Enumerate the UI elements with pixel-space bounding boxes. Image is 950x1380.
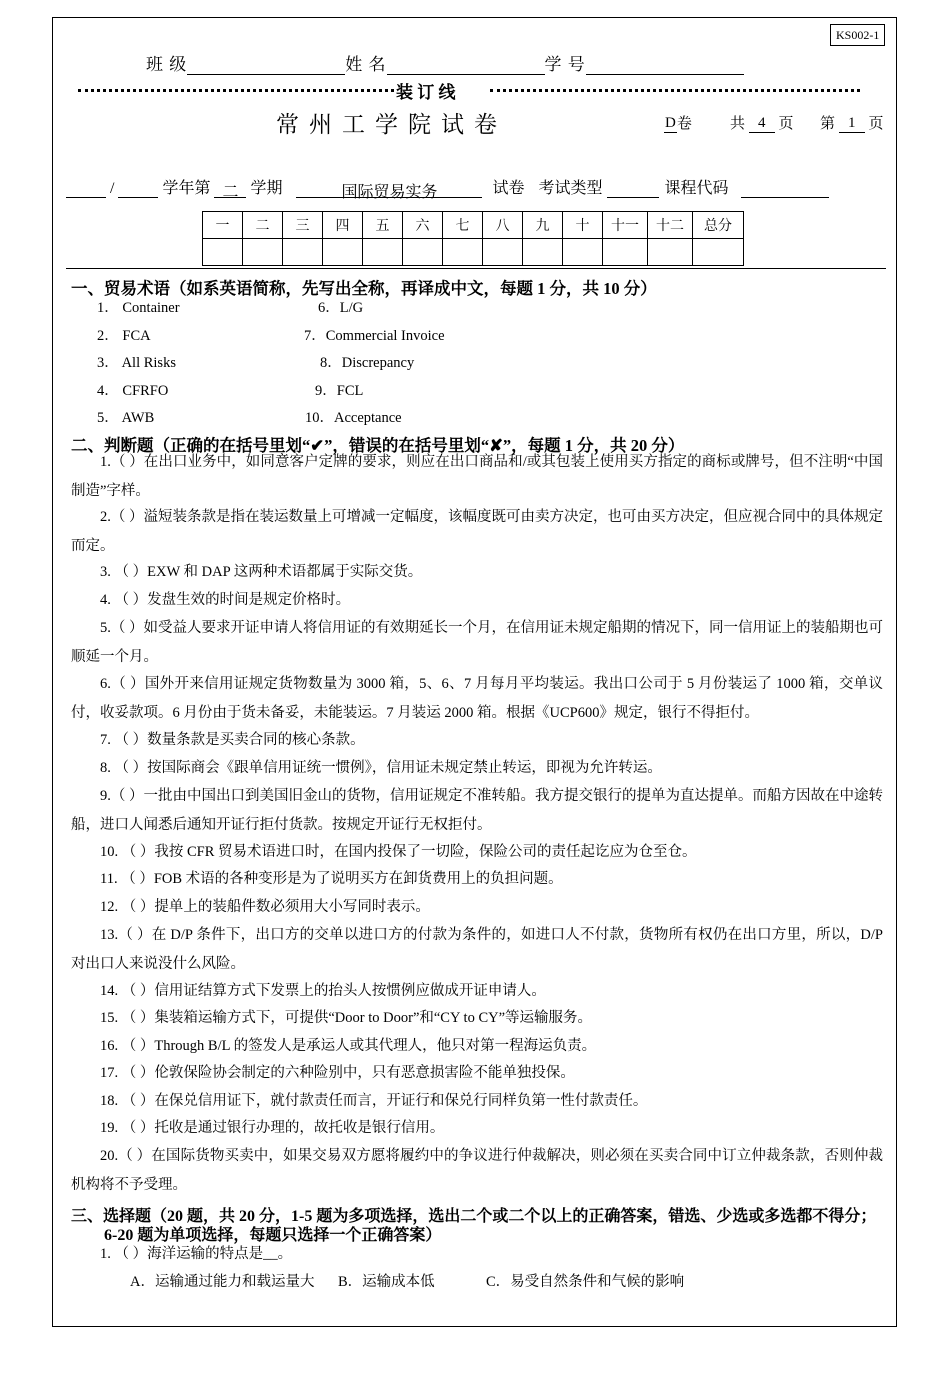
year-end-blank[interactable] xyxy=(118,179,158,198)
score-cell[interactable] xyxy=(203,239,243,266)
volume-suffix: 卷 xyxy=(676,116,692,132)
section3-title: 三、选择题（20 题，共 20 分，1-5 题为多项选择，选出二个或二个以上的正确答案，错选、少选或多选都不得分； xyxy=(71,1208,877,1225)
score-col-header: 二 xyxy=(243,212,283,239)
score-cell[interactable] xyxy=(323,239,363,266)
score-cell[interactable] xyxy=(648,239,693,266)
course-info-row xyxy=(66,175,829,201)
page-number-value: 1 xyxy=(839,115,865,133)
score-cell[interactable] xyxy=(403,239,443,266)
term-item: 1． Container xyxy=(97,300,180,316)
judgment-item: 8. （ ）按国际商会《跟单信用证统一惯例》，信用证未规定禁止转运，即视为允许转运。 xyxy=(100,760,662,776)
binding-dots-left xyxy=(78,89,394,92)
score-col-header: 四 xyxy=(323,212,363,239)
form-code-box: KS002-1 xyxy=(830,24,885,46)
year-slash: / xyxy=(110,180,115,197)
id-label: 学 号 xyxy=(544,55,586,74)
term-item: 8．Discrepancy xyxy=(320,355,415,371)
choice-option-b: B．运输成本低 xyxy=(338,1274,435,1290)
judgment-item: 11. （ ）FOB 术语的各种变形是为了说明买方在卸货费用上的负担问题。 xyxy=(100,871,563,887)
judgment-item: 4. （ ）发盘生效的时间是规定价格时。 xyxy=(100,592,351,608)
judgment-item: 19. （ ）托收是通过银行办理的，故托收是银行信用。 xyxy=(100,1120,445,1136)
total-pages-value: 4 xyxy=(749,115,775,133)
score-cell[interactable] xyxy=(483,239,523,266)
score-table xyxy=(202,211,744,266)
class-label: 班 级 xyxy=(146,55,188,74)
section1-title: 一、贸易术语（如系英语简称，先写出全称，再译成中文，每题 1 分，共 10 分） xyxy=(71,279,657,298)
score-table-values xyxy=(203,239,744,266)
score-cell[interactable] xyxy=(363,239,403,266)
score-cell[interactable] xyxy=(243,239,283,266)
divider-line xyxy=(66,268,886,269)
score-cell[interactable] xyxy=(443,239,483,266)
judgment-item: 18. （ ）在保兑信用证下，就付款责任而言，开证行和保兑行同样负第一性付款责任。 xyxy=(100,1093,648,1109)
score-col-header: 六 xyxy=(403,212,443,239)
judgment-item: 20.（ ）在国际货物买卖中，如果交易双方愿将履约中的争议进行仲裁解决，则必须在买卖合同中订立仲裁条款，否则仲裁机构将不予受理。 xyxy=(71,1148,883,1193)
judgment-item: 3. （ ）EXW 和 DAP 这两种术语都属于实际交货。 xyxy=(100,564,423,580)
term-item: 9．FCL xyxy=(315,383,364,399)
term-item: 10．Acceptance xyxy=(305,410,402,426)
score-col-header: 一 xyxy=(203,212,243,239)
judgment-item: 9.（ ）一批由中国出口到美国旧金山的货物，信用证规定不准转船。我方提交银行的提单为直达提单。而船方因故在中途转船，进口人闻悉后通知开证行拒付货款。按规定开证行无权拒付。 xyxy=(71,788,883,833)
volume-value: D xyxy=(665,115,676,131)
judgment-item: 1.（ ）在出口业务中，如同意客户定牌的要求，则应在出口商品和/或其包装上使用买方指定的商标或牌号，但不注明“中国制造”字样。 xyxy=(71,454,883,499)
term-item: 3． All Risks xyxy=(97,355,176,371)
name-label: 姓 名 xyxy=(345,55,387,74)
score-cell[interactable] xyxy=(603,239,648,266)
score-cell[interactable] xyxy=(283,239,323,266)
page-title: 常州工学院试卷 xyxy=(276,112,507,137)
page-prefix: 第 xyxy=(820,116,836,132)
score-col-header: 三 xyxy=(283,212,323,239)
score-col-header: 九 xyxy=(523,212,563,239)
term-item: 5． AWB xyxy=(97,410,155,426)
course-code-label: 课程代码 xyxy=(664,180,729,197)
class-blank[interactable] xyxy=(187,56,345,75)
choice-option-a: A．运输通过能力和载运量大 xyxy=(130,1274,315,1290)
binding-dots-right xyxy=(490,89,860,92)
score-table-header xyxy=(203,212,744,239)
judgment-item: 7. （ ）数量条款是买卖合同的核心条款。 xyxy=(100,732,365,748)
choice-question: 1. （ ）海洋运输的特点是__。 xyxy=(100,1246,293,1262)
judgment-item: 12. （ ）提单上的装船件数必须用大小写同时表示。 xyxy=(100,899,430,915)
choice-option-c: C．易受自然条件和气候的影响 xyxy=(486,1274,685,1290)
name-blank[interactable] xyxy=(387,56,545,75)
judgment-item: 15. （ ）集装箱运输方式下，可提供“Door to Door”和“CY to CY”等运输服务。 xyxy=(100,1010,593,1026)
judgment-item: 16. （ ）Through B/L 的签发人是承运人或其代理人，他只对第一程海运负责。 xyxy=(100,1038,597,1054)
judgment-item: 2.（ ）溢短装条款是指在装运数量上可增减一定幅度，该幅度既可由卖方决定，也可由买方决定，但应视合同中的具体规定而定。 xyxy=(71,509,883,554)
section2-title: 二、判断题（正确的在括号里划“✔”，错误的在括号里划“✘”，每题 1 分，共 20 分） xyxy=(71,436,685,455)
total-prefix: 共 xyxy=(730,116,746,132)
judgment-item: 10. （ ）我按 CFR 贸易术语进口时，在国内投保了一切险，保险公司的责任起讫应为仓至仓。 xyxy=(100,844,697,860)
score-col-header: 八 xyxy=(483,212,523,239)
exam-type-label: 考试类型 xyxy=(538,180,603,197)
score-total-cell[interactable] xyxy=(693,239,744,266)
course-name-value: 国际贸易实务 xyxy=(296,179,482,198)
paper-label: 试卷 xyxy=(492,180,525,197)
term-item: 2． FCA xyxy=(97,328,151,344)
page-number-info xyxy=(820,112,884,133)
total-suffix: 页 xyxy=(778,116,794,132)
term-value: 二 xyxy=(214,179,246,198)
score-col-header: 五 xyxy=(363,212,403,239)
score-col-header: 十一 xyxy=(603,212,648,239)
score-cell[interactable] xyxy=(523,239,563,266)
score-col-header: 十二 xyxy=(648,212,693,239)
term-label: 学期 xyxy=(250,180,283,197)
course-code-blank[interactable] xyxy=(741,179,829,198)
exam-type-blank[interactable] xyxy=(607,179,659,198)
total-pages-info xyxy=(730,112,794,133)
page-suffix: 页 xyxy=(868,116,884,132)
volume-info xyxy=(664,112,692,133)
id-blank[interactable] xyxy=(586,56,744,75)
judgment-item: 14. （ ）信用证结算方式下发票上的抬头人按惯例应做成开证申请人。 xyxy=(100,983,546,999)
judgment-item: 6.（ ）国外开来信用证规定货物数量为 3000 箱，5、6、7 月每月平均装运。我出口公司于 5 月份装运了 1000 箱，交单议付，收妥款项。6 月份由于货未备妥，未能装运。7 月装运 2000 箱。根据《UCP600》规定，银行不得拒付。 xyxy=(71,676,883,721)
score-cell[interactable] xyxy=(563,239,603,266)
year-label: 学年第 xyxy=(162,180,211,197)
section3-title-line2: 6-20 题为单项选择，每题只选择一个正确答案） xyxy=(104,1227,442,1244)
score-col-header: 七 xyxy=(443,212,483,239)
score-col-header: 总分 xyxy=(693,212,744,239)
judgment-item: 17. （ ）伦敦保险协会制定的六种险别中，只有恶意损害险不能单独投保。 xyxy=(100,1065,575,1081)
term-item: 6．L/G xyxy=(318,300,364,316)
binding-line-label: 装 订 线 xyxy=(396,83,456,102)
judgment-item: 5.（ ）如受益人要求开证申请人将信用证的有效期延长一个月，在信用证未规定船期的情况下，同一信用证上的装船期也可顺延一个月。 xyxy=(71,620,883,665)
student-info-row xyxy=(146,50,744,75)
term-item: 7．Commercial Invoice xyxy=(304,328,445,344)
judgment-item: 13.（ ）在 D/P 条件下，出口方的交单以进口方的付款为条件的，如进口人不付款，货物所有权仍在出口方里，所以，D/P 对出口人来说没什么风险。 xyxy=(71,927,883,972)
term-item: 4． CFRFO xyxy=(97,383,169,399)
year-start-blank[interactable] xyxy=(66,179,106,198)
score-col-header: 十 xyxy=(563,212,603,239)
